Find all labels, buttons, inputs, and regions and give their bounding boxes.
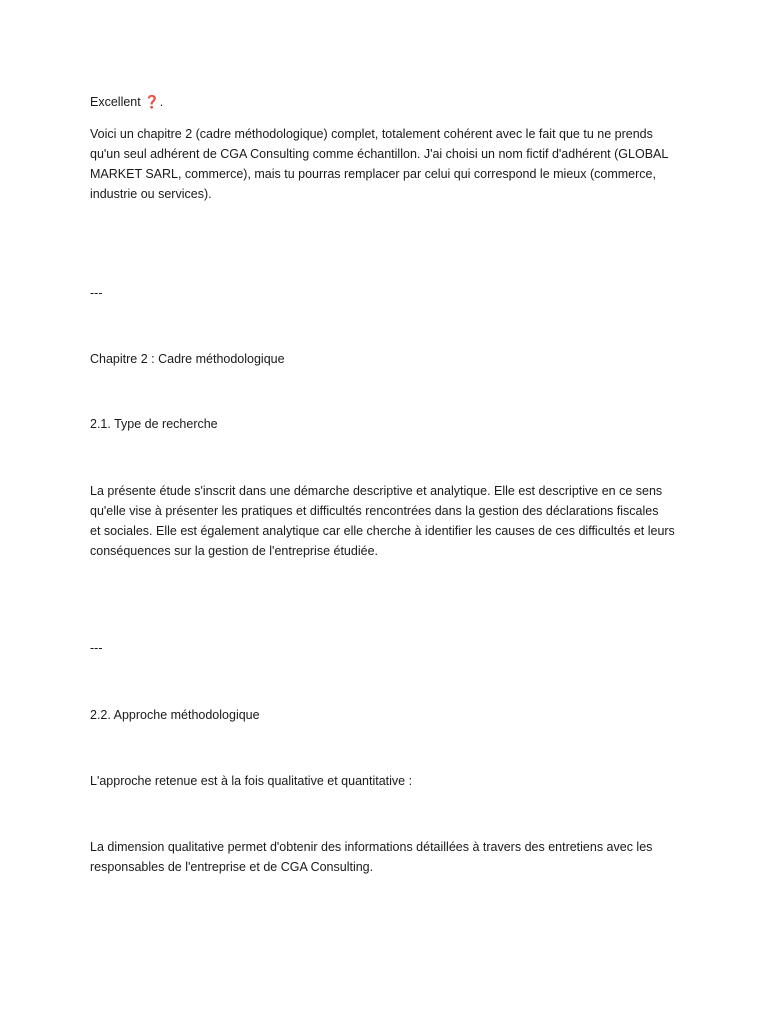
intro-paragraph: [90, 124, 690, 204]
separator-1: ---: [90, 286, 103, 300]
section-2-line-1: La dimension qualitative permet d'obtenir des informations détaillées à travers des entretiens avec les: [90, 840, 653, 854]
section-1-title: 2.1. Type de recherche: [90, 417, 218, 431]
section-1-line-1: La présente étude s'inscrit dans une démarche descriptive et analytique. Elle est descriptive en ce sens: [90, 484, 663, 498]
chapter-title: Chapitre 2 : Cadre méthodologique: [90, 352, 285, 366]
intro-line-3: MARKET SARL, commerce), mais tu pourras remplacer par celui qui correspond le mieux (commerce,: [90, 167, 656, 181]
intro-line-4: industrie ou services).: [90, 187, 212, 201]
greeting-line: Excellent ❓.: [90, 95, 164, 109]
intro-line-1: Voici un chapitre 2 (cadre méthodologique) complet, totalement cohérent avec le fait que tu ne prends: [90, 127, 653, 141]
section-1-paragraph: [90, 481, 690, 561]
section-1-line-4: conséquences sur la gestion de l'entreprise étudiée.: [90, 544, 378, 558]
separator-2: ---: [90, 641, 103, 655]
section-2-title: 2.2. Approche méthodologique: [90, 708, 260, 722]
section-1-line-3: et sociales. Elle est également analytique car elle cherche à identifier les causes de ces difficultés et leurs: [90, 524, 675, 538]
section-2-line-2: responsables de l'entreprise et de CGA Consulting.: [90, 860, 374, 874]
intro-line-2: qu'un seul adhérent de CGA Consulting comme échantillon. J'ai choisi un nom fictif d'adhérent (GLOBAL: [90, 147, 669, 161]
section-2-intro: L'approche retenue est à la fois qualitative et quantitative :: [90, 774, 413, 788]
section-2-paragraph: [90, 837, 690, 877]
section-1-line-2: qu'elle vise à présenter les pratiques et difficultés rencontrées dans la gestion des déclarations fiscales: [90, 504, 659, 518]
